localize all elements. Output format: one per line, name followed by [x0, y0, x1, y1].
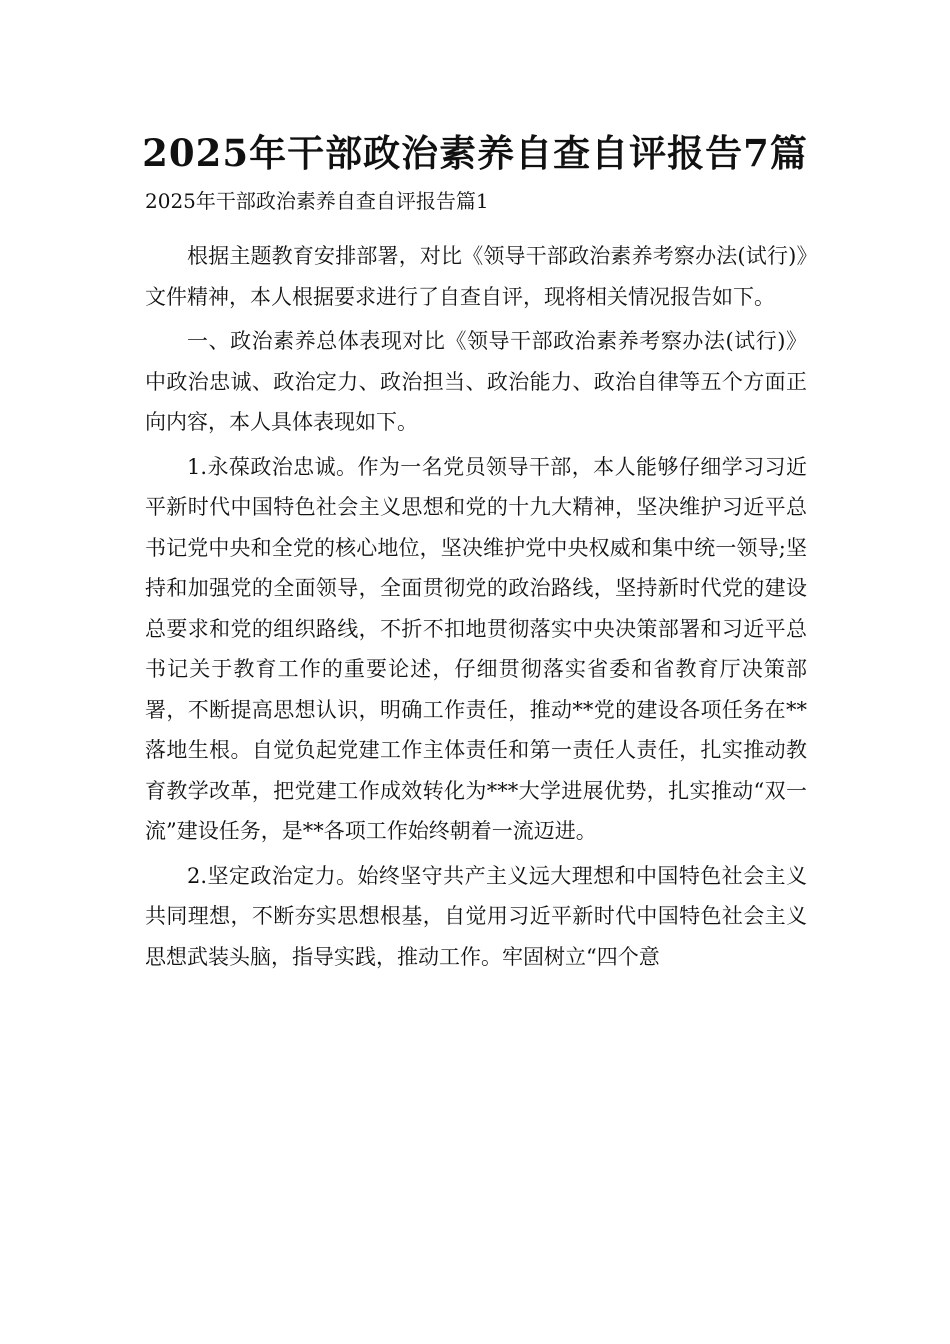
section-heading: 2025年干部政治素养自查自评报告篇1 — [145, 189, 489, 213]
document-title: 2025年干部政治素养自查自评报告7篇 — [142, 131, 808, 175]
paragraph-overview: 一、政治素养总体表现对比《领导干部政治素养考察办法(试行)》中政治忠诚、政治定力、政治担当、政治能力、政治自律等五个方面正向内容，本人具体表现如下。 — [145, 329, 807, 434]
document-body — [145, 236, 807, 981]
paragraph-political-loyalty: 1.永葆政治忠诚。作为一名党员领导干部，本人能够仔细学习习近平新时代中国特色社会主义思想和党的十九大精神，坚决维护习近平总书记党中央和全党的核心地位，坚决维护党中央权威和集中统一领导;坚持和加强党的全面领导，全面贯彻党的政治路线，坚持新时代党的建设总要求和党的组织路线，不折不扣地贯彻落实中央决策部署和习近平总书记关于教育工作的重要论述，仔细贯彻落实省委和省教育厅决策部署，不断提高思想认识，明确工作责任，推动**党的建设各项任务在**落地生根。自觉负起党建工作主体责任和第一责任人责任，扎实推动教育教学改革，把党建工作成效转化为***大学进展优势，扎实推动“双一流”建设任务，是**各项工作始终朝着一流迈进。 — [145, 454, 807, 843]
paragraph-political-resolve: 2.坚定政治定力。始终坚守共产主义远大理想和中国特色社会主义共同理想，不断夯实思想根基，自觉用习近平新时代中国特色社会主义思想武装头脑，指导实践，推动工作。牢固树立“四个意 — [145, 863, 807, 969]
paragraph-intro: 根据主题教育安排部署，对比《领导干部政治素养考察办法(试行)》文件精神，本人根据要求进行了自查自评，现将相关情况报告如下。 — [145, 244, 807, 309]
